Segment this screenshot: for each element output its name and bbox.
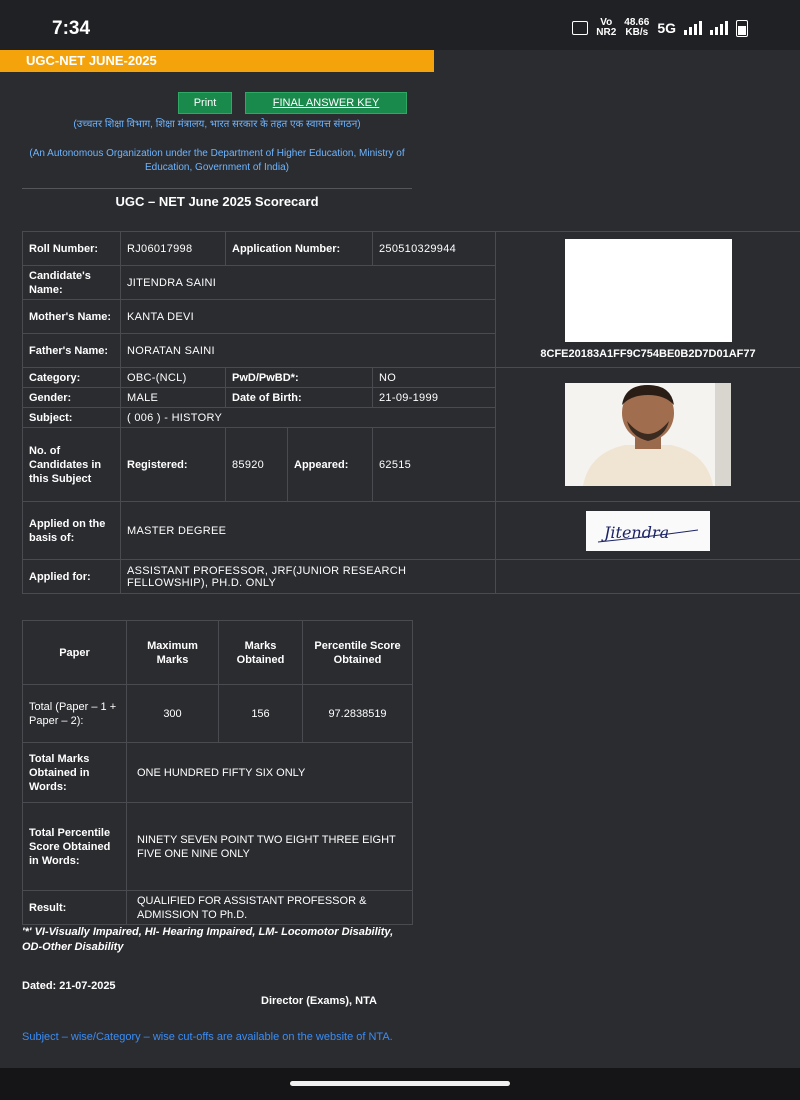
volte-indicator: Vo NR2 bbox=[596, 17, 617, 38]
result-label: Result: bbox=[23, 891, 127, 925]
print-button[interactable]: Print bbox=[178, 92, 232, 114]
result-value: QUALIFIED FOR ASSISTANT PROFESSOR & ADMISSION TO Ph.D. bbox=[127, 891, 413, 925]
total-paper-label: Total (Paper – 1 + Paper – 2): bbox=[23, 685, 127, 743]
appeared-count: 62515 bbox=[373, 428, 496, 502]
org-description-hindi: (उच्चतर शिक्षा विभाग, शिक्षा मंत्रालय, भारत सरकार के तहत एक स्वायत्त संगठन) bbox=[73, 119, 361, 130]
name-label: Candidate's Name: bbox=[23, 266, 121, 300]
svg-text:Jitendra: Jitendra bbox=[604, 522, 670, 542]
divider bbox=[22, 188, 412, 189]
vibrate-icon bbox=[572, 21, 588, 35]
max-marks: 300 bbox=[127, 685, 219, 743]
percentile-score: 97.2838519 bbox=[303, 685, 413, 743]
candidate-info-table bbox=[22, 231, 800, 594]
header-max-marks: Maximum Marks bbox=[127, 621, 219, 685]
marks-obtained: 156 bbox=[219, 685, 303, 743]
roll-label: Roll Number: bbox=[23, 232, 121, 266]
exam-banner: UGC-NET JUNE-2025 bbox=[0, 50, 434, 72]
disability-footnote: '*' VI-Visually Impaired, HI- Hearing Impaired, LM- Locomotor Disability, OD-Other Disability bbox=[22, 926, 394, 953]
application-number: 250510329944 bbox=[373, 232, 496, 266]
registered-label: Registered: bbox=[121, 428, 226, 502]
hash-code: 8CFE20183A1FF9C754BE0B2D7D01AF77 bbox=[540, 348, 756, 360]
status-bar bbox=[0, 0, 800, 50]
applied-for-label: Applied for: bbox=[23, 560, 121, 594]
status-time: 7:34 bbox=[52, 18, 91, 39]
pwd-value: NO bbox=[373, 368, 496, 388]
blank-photo-cell bbox=[496, 232, 800, 368]
subject-value: ( 006 ) - HISTORY bbox=[121, 408, 496, 428]
network-speed: 48.66 KB/s bbox=[624, 17, 650, 38]
gender-label: Gender: bbox=[23, 388, 121, 408]
pwd-label: PwD/PwBD*: bbox=[226, 368, 373, 388]
basis-label: Applied on the basis of: bbox=[23, 502, 121, 560]
battery-icon bbox=[736, 20, 748, 37]
dated: Dated: 21-07-2025 bbox=[22, 980, 116, 992]
status-icons bbox=[572, 18, 748, 38]
father-label: Father's Name: bbox=[23, 334, 121, 368]
marks-words-label: Total Marks Obtained in Words: bbox=[23, 743, 127, 803]
signature-cell bbox=[496, 502, 800, 560]
header-paper: Paper bbox=[23, 621, 127, 685]
category-label: Category: bbox=[23, 368, 121, 388]
roll-number: RJ06017998 bbox=[121, 232, 226, 266]
header-percentile: Percentile Score Obtained bbox=[303, 621, 413, 685]
gender-value: MALE bbox=[121, 388, 226, 408]
director-signatory: Director (Exams), NTA bbox=[261, 995, 377, 1007]
basis-value: MASTER DEGREE bbox=[121, 502, 496, 560]
org-description-english: (An Autonomous Organization under the Department of Higher Education, Ministry of Education, Government of India) bbox=[29, 148, 405, 173]
photo-cell bbox=[496, 368, 800, 502]
dob-label: Date of Birth: bbox=[226, 388, 373, 408]
scorecard-title: UGC – NET June 2025 Scorecard bbox=[115, 194, 319, 209]
empty-cell bbox=[496, 560, 800, 594]
home-gesture-handle[interactable] bbox=[290, 1081, 510, 1086]
mother-name: KANTA DEVI bbox=[121, 300, 496, 334]
signal-icon bbox=[684, 21, 702, 35]
percentile-words: NINETY SEVEN POINT TWO EIGHT THREE EIGHT FIVE ONE NINE ONLY bbox=[127, 803, 413, 891]
signature-image-icon bbox=[586, 511, 710, 551]
candidate-name: JITENDRA SAINI bbox=[121, 266, 496, 300]
cutoff-note: Subject – wise/Category – wise cut-offs are available on the website of NTA. bbox=[22, 1031, 393, 1043]
registered-count: 85920 bbox=[226, 428, 288, 502]
candidates-count-label: No. of Candidates in this Subject bbox=[23, 428, 121, 502]
subject-label: Subject: bbox=[23, 408, 121, 428]
dob-value: 21-09-1999 bbox=[373, 388, 496, 408]
candidate-photo bbox=[565, 383, 731, 486]
father-name: NORATAN SAINI bbox=[121, 334, 496, 368]
header-marks-obtained: Marks Obtained bbox=[219, 621, 303, 685]
network-type: 5G bbox=[657, 20, 676, 36]
final-answer-key-link[interactable]: FINAL ANSWER KEY bbox=[245, 92, 407, 114]
mother-label: Mother's Name: bbox=[23, 300, 121, 334]
marks-words: ONE HUNDRED FIFTY SIX ONLY bbox=[127, 743, 413, 803]
navigation-bar bbox=[0, 1068, 800, 1100]
blank-image-box bbox=[565, 239, 732, 342]
category-value: OBC-(NCL) bbox=[121, 368, 226, 388]
candidate-signature bbox=[586, 511, 710, 551]
person-photo-icon bbox=[565, 383, 731, 486]
signal-icon-2 bbox=[710, 21, 728, 35]
percentile-words-label: Total Percentile Score Obtained in Words: bbox=[23, 803, 127, 891]
application-label: Application Number: bbox=[226, 232, 373, 266]
appeared-label: Appeared: bbox=[288, 428, 373, 502]
marks-table bbox=[22, 620, 413, 925]
applied-for-value: ASSISTANT PROFESSOR, JRF(JUNIOR RESEARCH FELLOWSHIP), PH.D. ONLY bbox=[121, 560, 496, 594]
